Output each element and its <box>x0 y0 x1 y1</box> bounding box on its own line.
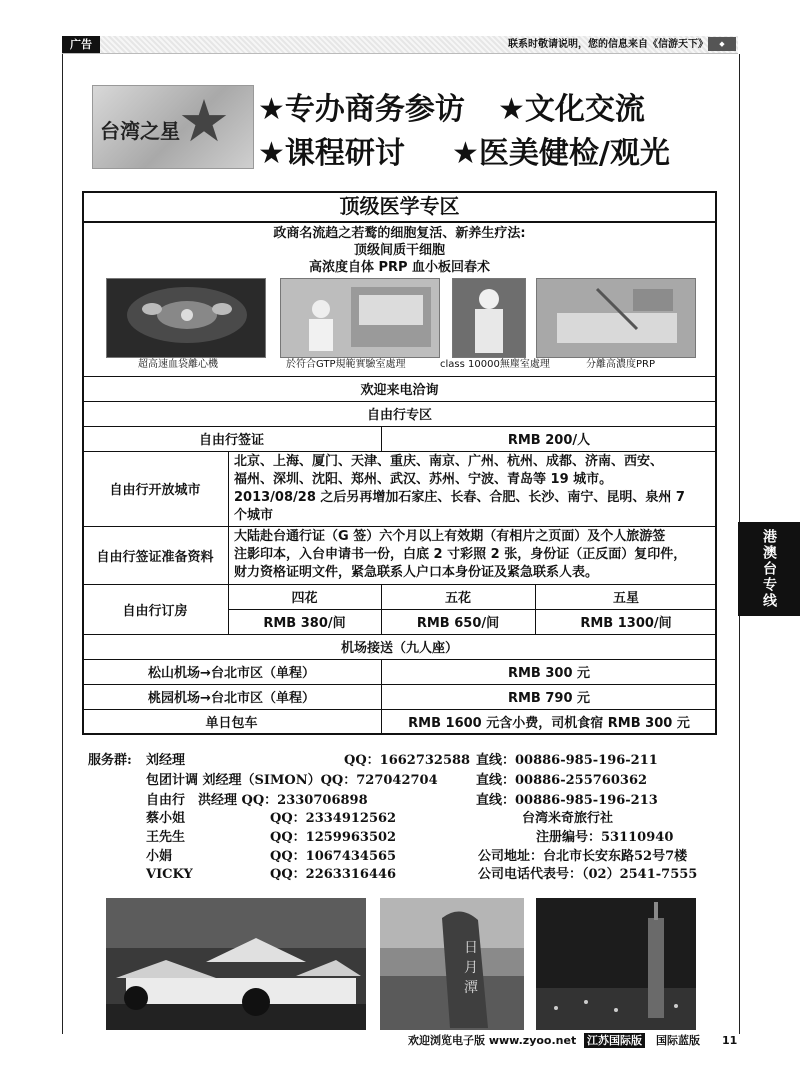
section-side-tab <box>738 522 800 616</box>
hotel-price-4flower: RMB 380/间 <box>263 616 346 631</box>
contact-name: 王先生 <box>146 830 186 845</box>
footer-blue-edition: 国际蓝版 <box>656 1034 700 1047</box>
svg-text:日: 日 <box>464 940 478 956</box>
visa-label: 自由行签证 <box>198 433 264 448</box>
footer-welcome: 欢迎浏览电子版 www.zyoo.net <box>408 1034 577 1047</box>
caption-prp: 分離高濃度PRP <box>586 359 656 370</box>
section-airport-transfer: 机场接送（九人座） <box>340 641 458 656</box>
cities-added-line: 个城市 <box>234 508 274 523</box>
sun-moon-lake-photo <box>380 898 524 1030</box>
section-free-travel: 自由行专区 <box>366 408 432 423</box>
hotel-price-5flower: RMB 650/间 <box>416 616 500 631</box>
docs-line: 财力资格证明文件，紧急联系人户口本身份证及紧急联系人表。 <box>234 565 599 580</box>
taipei-101-photo <box>536 898 696 1030</box>
transfer-taoyuan-label: 桃园机场→台北市区（单程） <box>148 691 315 706</box>
hotel-tier-4flower: 四花 <box>291 591 318 606</box>
agency-phone: 公司电话代表号：（02）2541-7555 <box>478 867 698 882</box>
hotel-price-5star: RMB 1300/间 <box>580 616 672 631</box>
source-note: 联系时敬请说明，您的信息来自《信游天下》 <box>508 39 708 50</box>
contact-qq: QQ：1067434565 <box>270 849 397 864</box>
headline-course: ★课程研讨 <box>258 136 405 171</box>
cities-added-line: 2013/08/28 之后另再增加石家庄、长春、合肥、长沙、南宁、昆明、泉州 7 <box>234 490 685 505</box>
contact-name: 刘经理 <box>146 753 186 768</box>
transfer-songshan-label: 松山机场→台北市区（单程） <box>148 666 315 681</box>
publication-logo-icon: ◆ <box>708 37 736 51</box>
contact-name: 包团计调 刘经理（SIMON）QQ：727042704 <box>146 773 438 788</box>
cities-list-line: 北京、上海、厦门、天津、重庆、南京、广州、杭州、成都、济南、西安、 <box>234 454 664 469</box>
headline-culture: ★文化交流 <box>498 92 645 127</box>
contact-tel: 直线：00886-255760362 <box>476 773 648 788</box>
hotel-label: 自由行订房 <box>122 603 188 619</box>
svg-text:月: 月 <box>464 960 478 976</box>
docs-line: 注影印本，入台申请书一份，白底 2 寸彩照 2 张，身份证（正反面）复印件， <box>234 547 687 562</box>
ad-tag: 广告 <box>62 36 100 53</box>
contact-name: 自由行 洪经理 QQ：2330706898 <box>146 793 368 808</box>
docs-label: 自由行签证准备资料 <box>96 549 214 565</box>
welcome-inquiry: 欢迎来电洽询 <box>360 383 439 398</box>
caption-centrifuge: 超高速血袋離心機 <box>138 359 218 370</box>
contact-name: 小娟 <box>146 849 173 864</box>
medical-intro: 政商名流趋之若鹜的细胞复活、新养生疗法: <box>273 226 526 241</box>
hotel-tier-5flower: 五花 <box>444 591 471 606</box>
cities-list-line: 福州、深圳、沈阳、郑州、武汉、苏州、宁波、青岛等 19 城市。 <box>234 472 613 487</box>
footer-edition: 江苏国际版 <box>584 1033 645 1048</box>
contact-name: 蔡小姐 <box>146 811 186 826</box>
palace-museum-photo <box>106 898 366 1030</box>
contact-qq: QQ：2263316446 <box>270 867 397 882</box>
docs-line: 大陆赴台通行证（G 签）六个月以上有效期（有相片之页面）及个人旅游签 <box>234 529 666 544</box>
prp-photo <box>536 278 696 358</box>
gtp-lab-photo <box>280 278 440 358</box>
contact-tel: 直线：00886-985-196-213 <box>476 793 658 808</box>
headline-business: ★专办商务参访 <box>258 92 465 127</box>
page-number: 11 <box>722 1034 738 1047</box>
service-label: 服务群: <box>88 753 132 768</box>
contact-tel: 直线：00886-985-196-211 <box>476 753 658 768</box>
contact-qq: QQ：1662732588 <box>344 753 471 768</box>
transfer-songshan-price: RMB 300 元 <box>507 666 591 681</box>
svg-text:潭: 潭 <box>464 980 478 996</box>
medical-title: 顶级医学专区 <box>82 191 717 223</box>
charter-price: RMB 1600 元含小费，司机食宿 RMB 300 元 <box>408 715 690 731</box>
caption-cleanroom: class 10000無塵室處理 <box>440 359 550 370</box>
cities-label: 自由行开放城市 <box>109 483 201 498</box>
brand-logo-text: 台湾之星 <box>100 119 180 143</box>
hotel-tier-5star: 五星 <box>612 591 639 606</box>
medical-stem-cell: 顶级间质干细胞 <box>353 243 445 258</box>
visa-price: RMB 200/人 <box>507 433 591 448</box>
contact-qq: QQ：1259963502 <box>270 830 397 845</box>
caption-gtp-lab: 於符合GTP規範實驗室處理 <box>286 359 406 370</box>
agency-address: 公司地址：台北市长安东路52号7楼 <box>478 849 688 864</box>
charter-label: 单日包车 <box>205 715 258 731</box>
agency-name: 台湾米奇旅行社 <box>522 811 614 826</box>
centrifuge-photo <box>106 278 266 358</box>
agency-registration: 注册编号：53110940 <box>536 830 674 845</box>
headline-medical: ★医美健检/观光 <box>452 136 670 171</box>
star-icon: ★ <box>178 87 230 155</box>
medical-prp: 高浓度自体 PRP 血小板回春术 <box>308 260 491 275</box>
contact-name: VICKY <box>146 867 193 882</box>
contact-qq: QQ：2334912562 <box>270 811 397 826</box>
cleanroom-photo <box>452 278 526 358</box>
transfer-taoyuan-price: RMB 790 元 <box>507 691 591 706</box>
side-tab-label: 港澳台专线 <box>761 529 777 609</box>
